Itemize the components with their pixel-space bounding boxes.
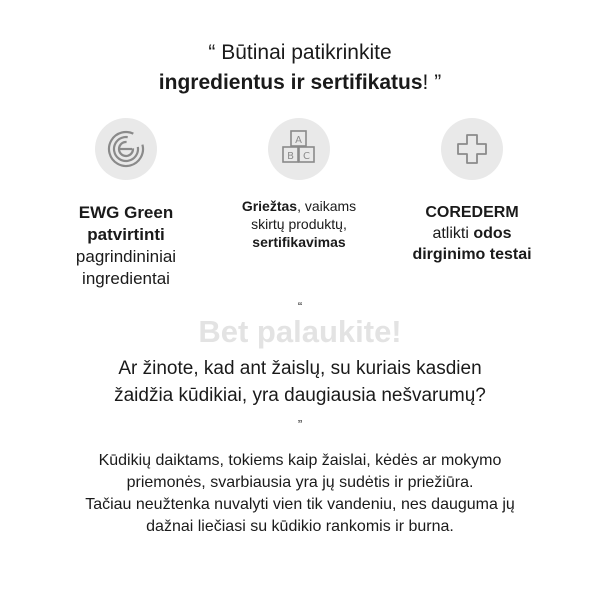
feature-derm-test	[382, 118, 562, 265]
feature-ewg-text: EWG Green patvirtinti pagrindininiai ingredientai	[75, 203, 177, 288]
svg-text:B: B	[287, 151, 294, 162]
body-paragraph: Kūdikių daiktams, tokiems kaip žaislai, kėdės ar mokymo priemonės, svarbiausia yra jų sudėtis ir priežiūra. Tačiau neužtenka nuvalyti vien tik vandeniu, nes dauguma jų dažnai liečiasi su kūdikio rankomis ir burna.	[85, 452, 515, 535]
svg-text:C: C	[303, 151, 310, 162]
feature-certification	[209, 118, 389, 251]
feature-ewg	[36, 118, 216, 290]
callout-question: Ar žinote, kad ant žaislų, su kuriais kasdien žaidžia kūdikiai, yra daugiausia nešvarumų?	[114, 358, 486, 406]
ewg-certificate-icon	[95, 118, 157, 180]
svg-text:A: A	[295, 135, 302, 146]
feature-derm-test-text: COREDERM atlikti odos dirginimo testai	[412, 204, 532, 263]
headline-line-2: ingredientus ir sertifikatus! ”	[158, 71, 442, 94]
medical-cross-icon	[441, 118, 503, 180]
feature-certification-text: Griežtas, vaikams skirtų produktų, sertifikavimas	[241, 198, 357, 250]
headline-line-1: “ Būtinai patikrinkite	[208, 41, 392, 64]
close-quote: ”	[434, 71, 442, 94]
callout-title: Bet palaukite!	[198, 314, 402, 349]
callout-open-quote: “	[297, 299, 303, 314]
abc-blocks-icon	[268, 118, 330, 180]
headline	[0, 38, 600, 98]
callout-close-quote: ”	[297, 417, 303, 432]
open-quote: “	[208, 41, 216, 64]
